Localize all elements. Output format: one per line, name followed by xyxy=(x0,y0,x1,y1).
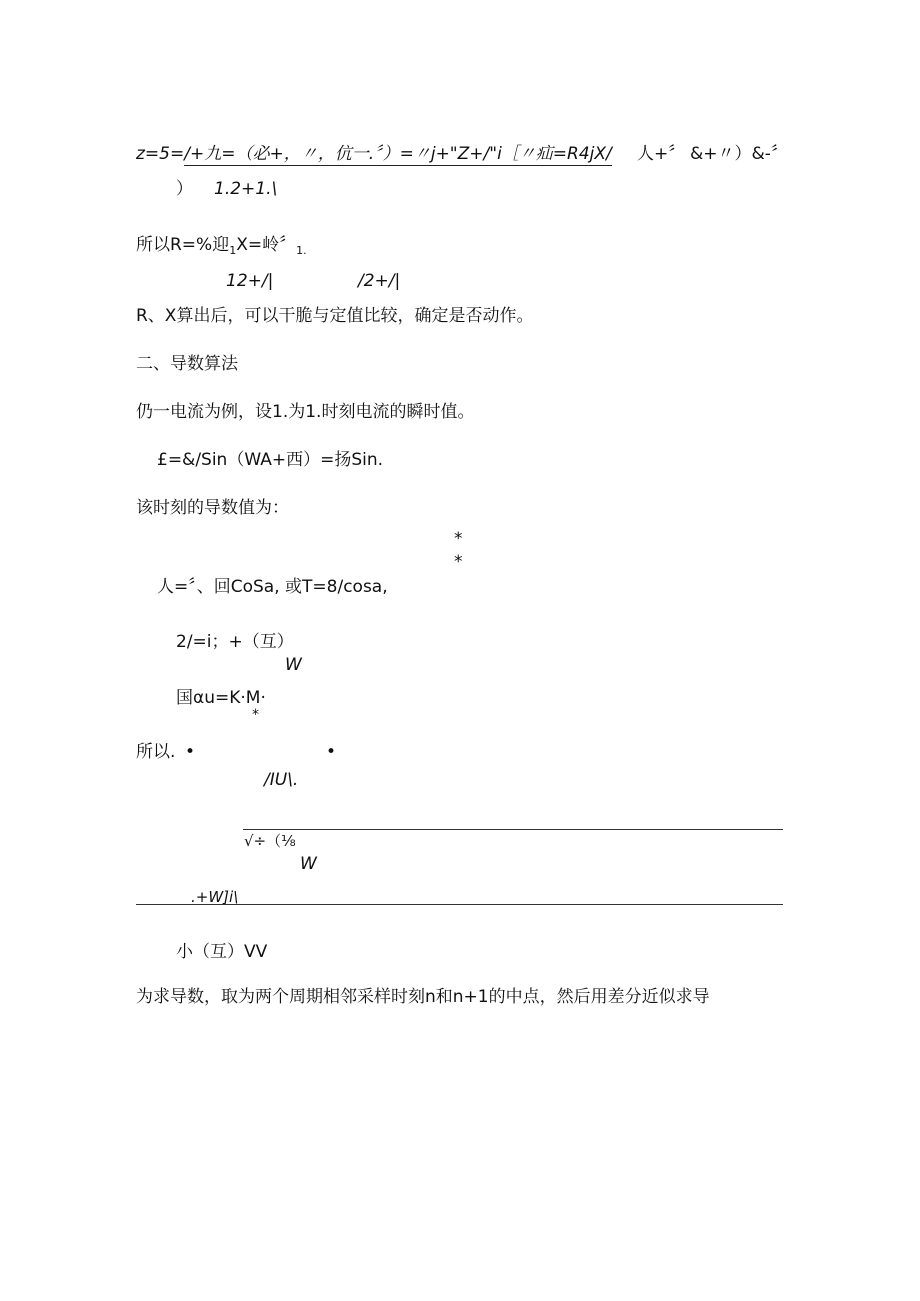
formula-line-2-value: 1.2+1.\ xyxy=(214,179,278,199)
so-r-sub-1: 1 xyxy=(229,244,237,257)
so-x-text: X=岭〞 xyxy=(236,235,297,255)
dot-1: • xyxy=(185,742,196,762)
formula-line-1 xyxy=(136,143,612,165)
dot-2: • xyxy=(326,742,337,762)
formula-lhs: z=5= xyxy=(136,144,185,164)
star-small: * xyxy=(252,707,259,723)
so-r-line xyxy=(136,234,307,258)
w-label-1: W xyxy=(285,655,302,675)
small-box-text: 小（互）VV xyxy=(176,942,268,962)
w-label-2: W xyxy=(300,854,317,874)
left-small-text: .+W]i\ xyxy=(191,888,239,906)
so-dots-text: 所以. xyxy=(136,742,176,762)
equation-derivative: 人=〞、回CoSa, 或T=8∕cosa, xyxy=(157,577,388,597)
fraction-denominator: √÷（⅛ xyxy=(244,832,296,850)
formula-paren: ） xyxy=(176,179,193,199)
section-title: 二、导数算法 xyxy=(136,354,238,374)
paragraph-last: 为求导数，取为两个周期相邻采样时刻n和n+1的中点，然后用差分近似求导 xyxy=(136,987,710,1007)
so-r-text: 所以R=%迎 xyxy=(136,235,230,255)
denominator-right: /2+/| xyxy=(358,271,401,291)
paragraph-rx-compare: R、X算出后，可以干脆与定值比较，确定是否动作。 xyxy=(136,306,534,326)
star-mark-1: * xyxy=(454,529,463,549)
fraction-bar xyxy=(243,829,783,830)
paragraph-derivative: 该时刻的导数值为： xyxy=(136,498,289,518)
equation-current: £=&/Sin（WA+西）=扬Sin. xyxy=(157,450,384,470)
formula-tail-2: &+〃）&-〞 xyxy=(690,144,788,164)
star-mark-2: * xyxy=(454,552,463,572)
denominator-left: 12+/| xyxy=(226,271,274,291)
equation-guo: 国αu=K·M· xyxy=(176,688,266,708)
paragraph-current: 仍一电流为例，设1.为1.时刻电流的瞬时值。 xyxy=(136,402,475,422)
equation-i-part: 2/=i；+（互） xyxy=(176,632,294,652)
formula-tail-1: 人+〞 xyxy=(637,144,686,164)
so-x-sub: 1. xyxy=(296,244,307,257)
formula-seg-b: j+"Z+/"i［〃疝=R4jX/ xyxy=(430,144,612,164)
long-divider xyxy=(136,904,783,905)
formula-seg-a: /+九=（必+，〃，伉一.〞）=〃 xyxy=(184,144,431,164)
fraction-numerator: /IU\. xyxy=(264,770,299,790)
